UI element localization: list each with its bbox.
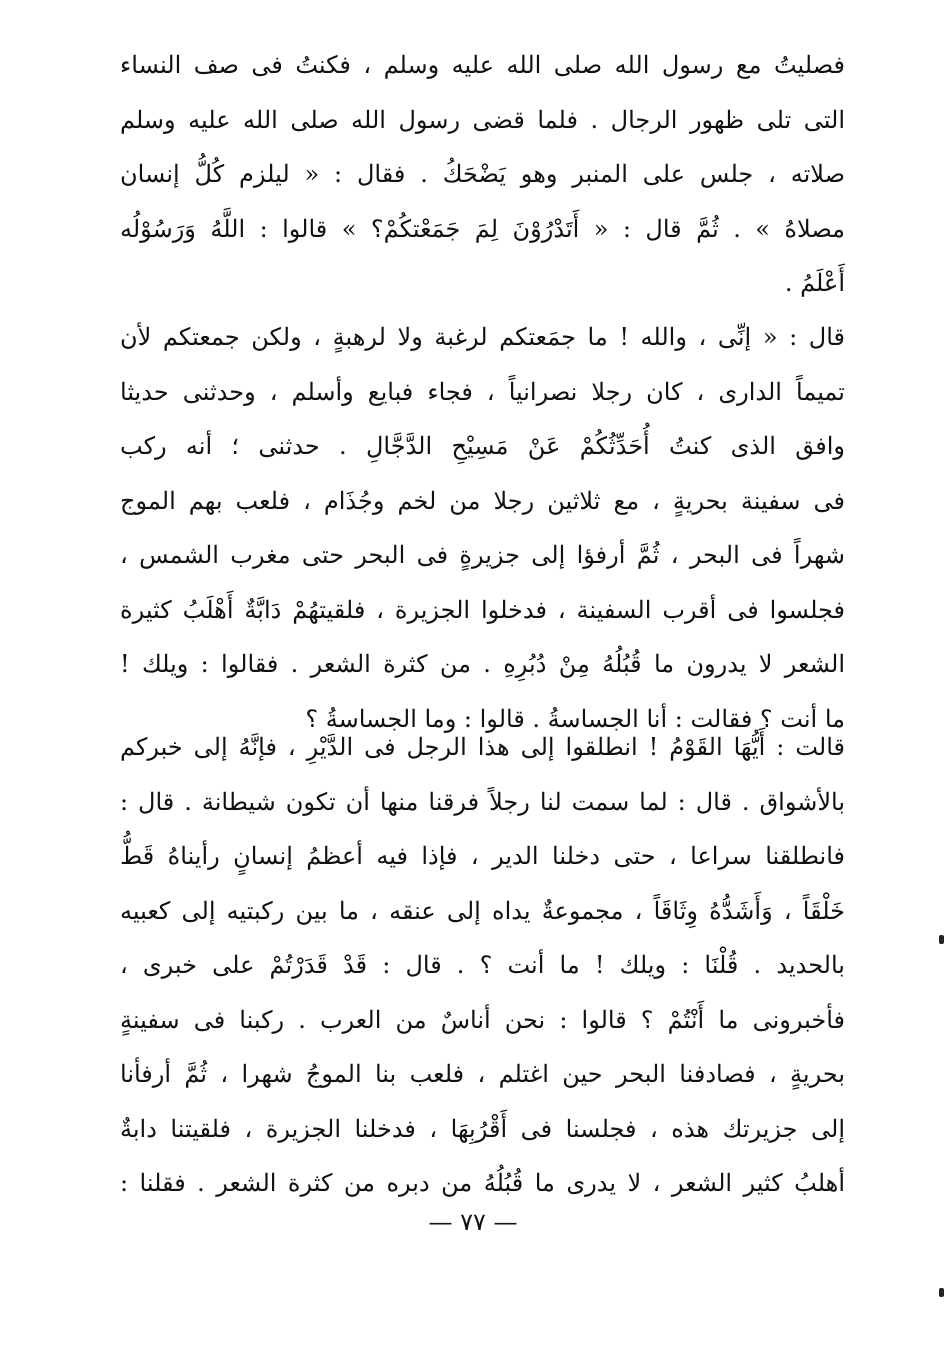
text-line: قالت : أَيُّهَا القَوْمُ ! انطلقوا إلى هذا الرجل فى الدَّيْرِ ، فإنَّهُ إلى خبركم xyxy=(120,733,845,761)
text-line: تميماً الدارى ، كان رجلا نصرانياً ، فجاء فبايع وأسلم ، وحدثنى حديثا xyxy=(120,377,845,406)
text-line: صلاته ، جلس على المنبر وهو يَضْحَكُ . فقال : « ليلزم كُلُّ إنسان xyxy=(120,160,845,188)
text-line: الشعر لا يدرون ما قُبُلُهُ مِنْ دُبُرِهِ . من كثرة الشعر . فقالوا : ويلك ! xyxy=(120,650,845,678)
scan-edge-mark xyxy=(939,1288,944,1297)
text-line: فى سفينة بحريةٍ ، مع ثلاثين رجلا من لخم وجُذَام ، فلعب بهم الموج xyxy=(120,486,845,515)
scan-edge-mark xyxy=(939,935,944,944)
text-line: خَلْقَاً ، وَأَشَدُّهُ وِثَاقَاً ، مجموعةٌ يداه إلى عنقه ، ما بين ركبتيه إلى كعبيه xyxy=(120,896,845,925)
paragraph-2 xyxy=(120,310,845,746)
text-line: فجلسوا فى أقرب السفينة ، فدخلوا الجزيرة ، فلقيتهُمْ دَابَّةٌ أَهْلَبُ كثيرة xyxy=(120,595,845,624)
text-line: بحريةٍ ، فصادفنا البحر حين اغتلم ، فلعب بنا الموجُ شهرا ، ثُمَّ أرفأنا xyxy=(120,1060,845,1088)
text-line: التى تلى ظهور الرجال . فلما قضى رسول الله صلى الله عليه وسلم xyxy=(120,105,845,134)
text-line: فصليتُ مع رسول الله صلى الله عليه وسلم ، فكنتُ فى صف النساء xyxy=(120,51,845,79)
text-line: مصلاهُ » . ثُمَّ قال : « أَتَدْرُوْنَ لِمَ جَمَعْتكُمْ؟ » قالوا : اللَّهُ وَرَسُوْلُه xyxy=(120,214,845,243)
text-line: ما أنت ؟ فقالت : أنا الجساسةُ . قالوا : وما الجساسةُ ؟ xyxy=(305,704,845,733)
text-line: وافق الذى كنتُ أُحَدِّثُكُمْ عَنْ مَسِيْحِ الدَّجَّالِ . حدثنى ؛ أنه ركب xyxy=(120,432,845,460)
text-line: أهلبُ كثير الشعر ، لا يدرى ما قُبُلُهُ من دبره من كثرة الشعر . فقلنا : xyxy=(120,1169,845,1197)
page-number: — ٧٧ — xyxy=(428,1208,518,1236)
text-line: بالحديد . قُلْنَا : ويلك ! ما أنت ؟ . قال : قَدْ قَدَرْتُمْ على خبرى ، xyxy=(120,951,845,979)
text-line: فانطلقنا سراعا ، حتى دخلنا الدير ، فإذا فيه أعظمُ إنسانٍ رأيناهُ قَطُّ xyxy=(120,842,845,870)
text-line: قال : « إنِّى ، والله ! ما جمَعتكم لرغبة ولا لرهبةٍ ، ولكن جمعتكم لأن xyxy=(120,323,845,351)
text-line: فأخبرونى ما أَنْتُمْ ؟ قالوا : نحن أناسٌ من العرب . ركبنا فى سفينةٍ xyxy=(120,1005,845,1034)
paragraph-1 xyxy=(120,38,845,311)
text-line: أَعْلَمُ . xyxy=(784,269,845,297)
text-line: بالأشواق . قال : لما سمت لنا رجلاً فرقنا منها أن تكون شيطانة . قال : xyxy=(120,787,845,816)
paragraph-3 xyxy=(120,720,845,1211)
text-line: إلى جزيرتك هذه ، فجلسنا فى أَقْرُبِهَا ، فدخلنا الجزيرة ، فلقيتنا دابةٌ xyxy=(120,1114,845,1143)
text-line: شهراً فى البحر ، ثُمَّ أرفؤا إلى جزيرةٍ فى البحر حتى مغرب الشمس ، xyxy=(120,541,845,569)
